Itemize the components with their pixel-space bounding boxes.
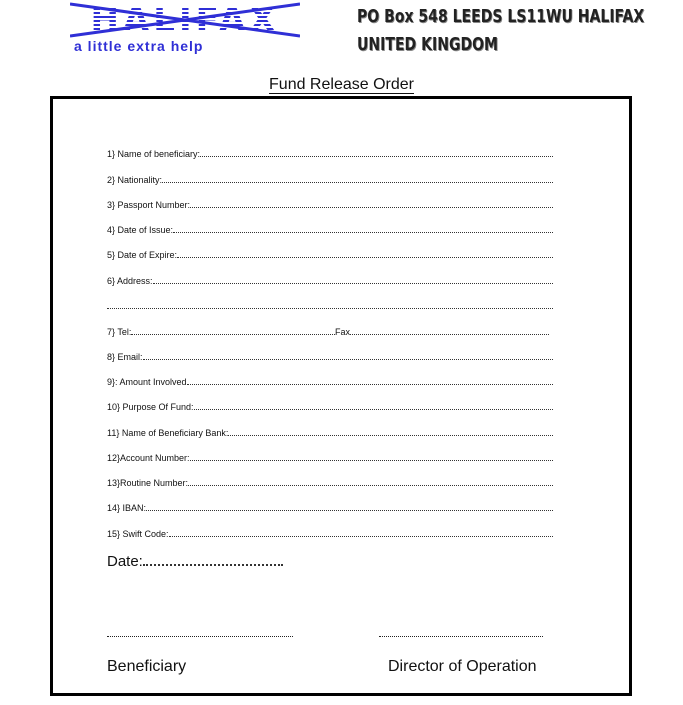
form-field-row [107,199,553,211]
form-field-label: 11} Name of Beneficiary Bank: [107,428,229,438]
form-fill-line [228,427,553,436]
form-fill-line [190,199,553,208]
form-field-row [107,351,553,363]
director-signature-line [379,624,543,637]
form-field-row [107,224,553,236]
form-field-row [107,376,553,388]
logo-wordmark: HALIFAX [70,0,300,40]
form-fill-line [146,502,553,511]
date-label: Date: [107,553,143,570]
form-field-row [107,174,553,186]
form-field-label: 2} Nationality: [107,175,163,185]
beneficiary-label: Beneficiary [107,658,187,675]
director-label: Director of Operation [388,658,537,675]
form-field-row [107,148,553,160]
logo-tagline: a little extra help [74,38,204,54]
form-fill-line [187,376,553,385]
form-field-label: 15} Swift Code: [107,529,169,539]
form-field-label: 9}: Amount Involved [107,377,187,387]
form-fill-line [177,249,553,258]
form-field-row [107,528,553,540]
form-field-label: 6} Address: [107,276,153,286]
form-fill-line [188,477,553,486]
form-field-label: 1} Name of beneficiary: [107,149,201,159]
halifax-logo [70,0,300,58]
address-line-1: PO Box 548 LEEDS LS11WU HALIFAX [357,6,645,27]
form-fill-line [190,452,553,461]
form-field-row [107,427,553,439]
form-field-label: 10} Purpose Of Fund: [107,402,194,412]
form-field-row [107,275,553,287]
form-fill-line [194,401,553,410]
date-field [107,553,283,570]
form-field-label: 3} Passport Number: [107,200,191,210]
address-line-2: UNITED KINGDOM [357,34,499,55]
form-field-row [107,452,553,464]
form-fill-line [169,528,553,537]
form-field-row [107,326,549,338]
form-field-label: 14} IBAN: [107,503,147,513]
form-field-label: 13}Routine Number: [107,478,189,488]
form-field-row [107,477,553,489]
form-field-row [107,300,553,312]
logo-x-mark-icon [70,2,300,38]
form-title: Fund Release Order [269,76,414,93]
form-field-label: 12}Account Number: [107,453,190,463]
form-fill-line [107,300,553,309]
fax-fill-line [350,326,549,335]
form-fill-line [162,174,553,183]
form-field-label: 7} Tel: [107,327,132,337]
form-fill-line [153,275,553,284]
form-field-row [107,401,553,413]
form-field-label: 5} Date of Expire: [107,250,178,260]
form-field-label: 4} Date of Issue: [107,225,174,235]
form-fill-line [200,148,553,157]
form-fill-line [143,351,553,360]
beneficiary-signature-line [107,624,293,637]
form-field-row [107,249,553,261]
form-field-label: 8} Email: [107,352,143,362]
tel-fill-line [131,326,335,335]
form-fill-line [173,224,553,233]
form-field-row [107,502,553,514]
fax-label: Fax [335,327,351,337]
form-frame [50,96,632,696]
